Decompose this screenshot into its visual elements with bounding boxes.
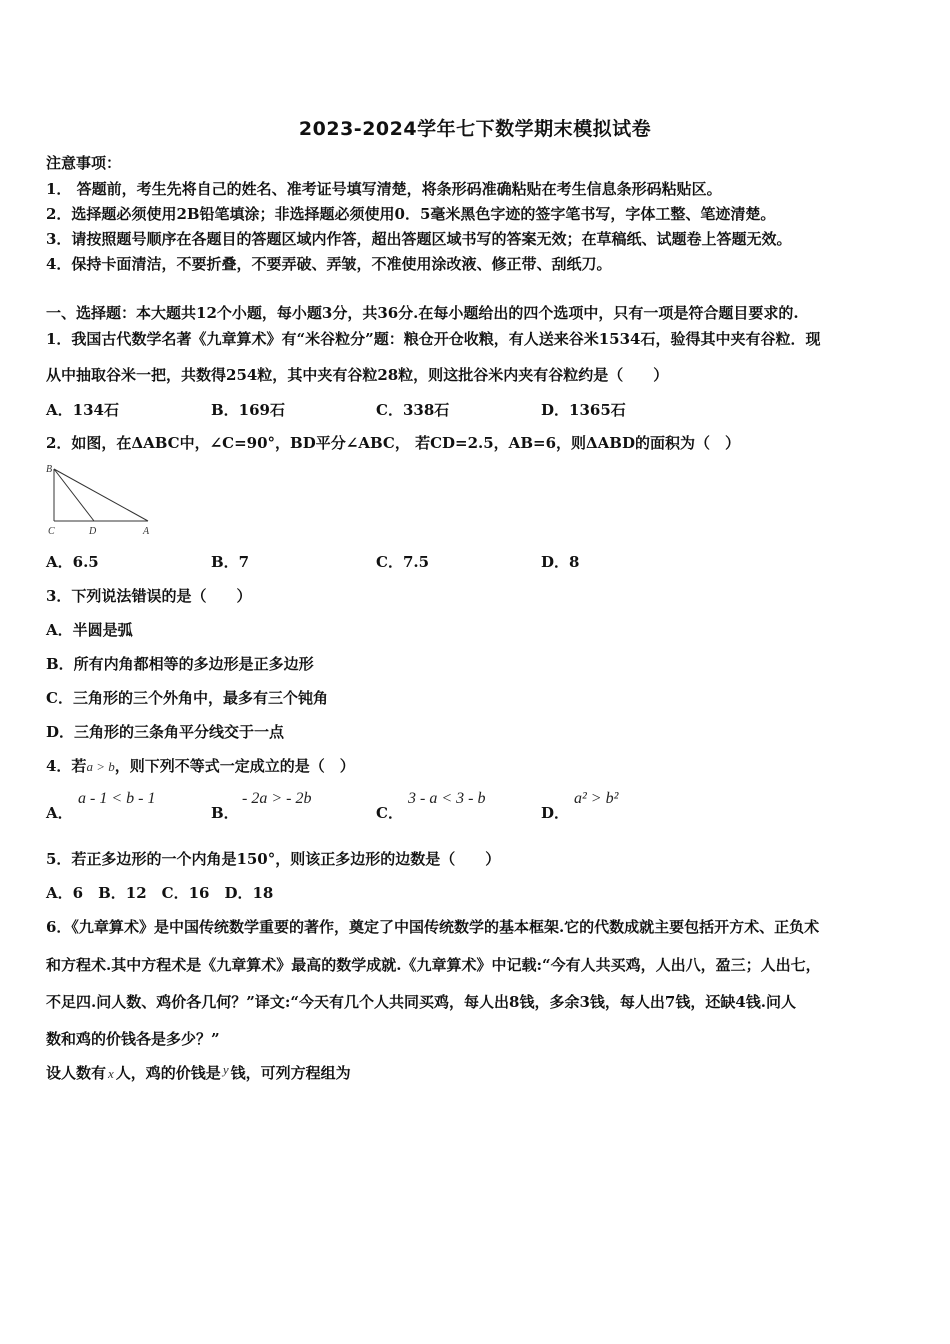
q2-option-d: D．8	[541, 553, 580, 571]
q2-option-b: B．7	[211, 553, 250, 571]
q4-stem-post: ，则下列不等式一定成立的是（ ）	[114, 757, 355, 775]
question-6-line: 数和鸡的价钱各是多少？”	[46, 1030, 220, 1048]
q4-stem-math: a > b	[86, 759, 115, 774]
question-3-stem: 3．下列说法错误的是（ ）	[46, 587, 252, 605]
q6-last-pre: 设人数有	[46, 1064, 107, 1082]
q4-option-c-math: 3 - a < 3 - b	[408, 790, 486, 807]
q2-option-a: A．6.5	[46, 553, 99, 571]
q3-option-a: A．半圆是弧	[46, 621, 133, 639]
label-b: B	[46, 464, 53, 475]
q6-var-x: x	[108, 1066, 114, 1081]
side-ba	[54, 469, 148, 521]
notice-item: 1． 答题前，考生先将自己的姓名、准考证号填写清楚，将条形码准确粘贴在考生信息条形码粘贴区。	[46, 180, 722, 198]
q2-option-c: C．7.5	[376, 553, 430, 571]
bisector-bd	[54, 469, 94, 521]
section-heading: 一、选择题：本大题共12个小题，每小题3分，共36分.在每小题给出的四个选项中，只有一项是符合题目要求的.	[46, 304, 799, 322]
triangle-figure	[46, 460, 156, 540]
notice-item: 4．保持卡面清洁，不要折叠，不要弄破、弄皱，不准使用涂改液、修正带、刮纸刀。	[46, 255, 612, 273]
q4-option-a-letter: A．	[46, 804, 73, 822]
q6-var-y: y	[222, 1062, 229, 1077]
notice-item: 2．选择题必须使用2B铅笔填涂；非选择题必须使用0．5毫米黑色字迹的签字笔书写，字体工整、笔迹清楚。	[46, 205, 776, 223]
q1-option-c: C．338石	[376, 401, 450, 419]
question-6-last-line	[46, 1062, 351, 1083]
q4-option-a-math: a - 1 < b - 1	[78, 790, 156, 807]
q4-option-d-math: a² > b²	[574, 790, 619, 807]
q1-option-a: A．134石	[46, 401, 119, 419]
q6-last-post: 钱，可列方程组为	[230, 1064, 351, 1082]
question-5-stem: 5．若正多边形的一个内角是150°，则该正多边形的边数是（ ）	[46, 850, 501, 868]
page-title: 2023-2024学年七下数学期末模拟试卷	[298, 118, 652, 140]
q4-stem-pre: 4．若	[46, 757, 87, 775]
q4-option-b-letter: B．	[211, 804, 239, 822]
question-4-stem	[46, 755, 355, 776]
question-6-line: 和方程术.其中方程术是《九章算术》最高的数学成就.《九章算术》中记载:“今有人共买鸡，人出八，盈三；人出七，	[46, 956, 821, 974]
q6-last-mid: 人，鸡的价钱是	[115, 1064, 221, 1082]
q1-option-b: B．169石	[211, 401, 285, 419]
q3-option-d: D．三角形的三条角平分线交于一点	[46, 723, 285, 741]
q1-option-d: D．1365石	[541, 401, 626, 419]
q4-option-b-math: - 2a > - 2b	[242, 790, 312, 807]
notice-heading: 注意事项：	[46, 154, 122, 172]
question-1-line: 从中抽取谷米一把，共数得254粒，其中夹有谷粒28粒，则这批谷米内夹有谷粒约是（ ）	[46, 366, 669, 384]
question-1-line: 1．我国古代数学名著《九章算术》有“米谷粒分”题：粮仓开仓收粮，有人送来谷米1534石，验得其中夹有谷粒．现	[46, 330, 821, 348]
notice-item: 3．请按照题号顺序在各题目的答题区域内作答，超出答题区域书写的答案无效；在草稿纸、试题卷上答题无效。	[46, 230, 792, 248]
q3-option-b: B．所有内角都相等的多边形是正多边形	[46, 655, 314, 673]
q4-option-c-letter: C．	[376, 804, 403, 822]
label-a: A	[143, 526, 150, 537]
q5-options: A．6 B．12 C．16 D．18	[46, 884, 274, 902]
label-d: D	[89, 526, 97, 537]
label-c: C	[48, 526, 55, 537]
question-6-line: 6．《九章算术》是中国传统数学重要的著作，奠定了中国传统数学的基本框架.它的代数成就主要包括开方术、正负术	[46, 918, 820, 936]
q4-option-d-letter: D．	[541, 804, 570, 822]
question-2-stem: 2．如图，在ΔABC中，∠C=90°，BD平分∠ABC， 若CD=2.5，AB=6，则ΔABD的面积为（ ）	[46, 434, 740, 452]
question-6-line: 不足四.问人数、鸡价各几何？”译文:“今天有几个人共同买鸡，每人出8钱，多余3钱，每人出7钱，还缺4钱.问人	[46, 993, 796, 1011]
q3-option-c: C．三角形的三个外角中，最多有三个钝角	[46, 689, 328, 707]
